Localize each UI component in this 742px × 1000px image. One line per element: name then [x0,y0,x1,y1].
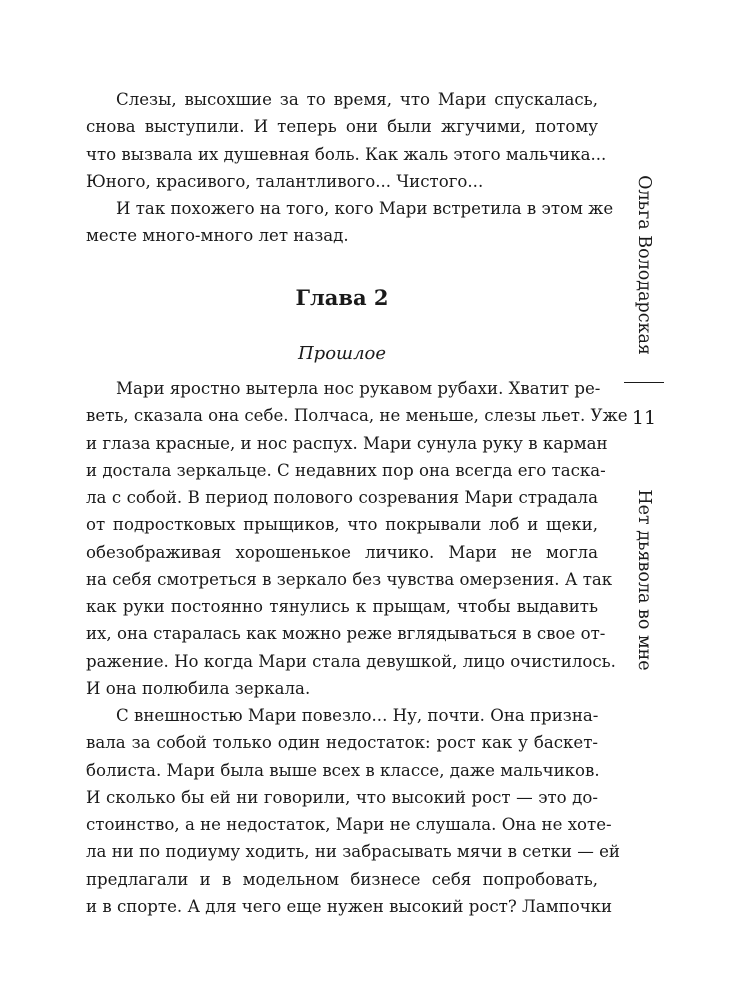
text-line: Мари яростно вытерла нос рукавом рубахи. Хватит ре- [116,379,601,398]
running-header-title-box [614,470,674,690]
text-line: снова выступили. И теперь они были жгучими, потому [86,117,598,137]
text-line: месте много-много лет назад. [86,226,349,246]
text-line: и в спорте. А для чего еще нужен высокий рост? Лампочки [86,896,613,916]
text-line: их, она старалась как можно реже вглядываться в свое от- [86,624,606,644]
text-line: что вызвала их душевная боль. Как жаль этого мальчика... [86,144,607,164]
text-line: стоинство, а не недостаток, Мари не слушала. Она не хоте- [86,815,612,834]
text-line: вала за собой только один недостаток: рост как у баскет- [86,733,598,753]
text-line: С внешностью Мари повезло... Ну, почти. Она призна- [116,706,599,725]
text-line: болиста. Мари была выше всех в классе, даже мальчиков. [86,760,600,780]
text-line: Слезы, высохшие за то время, что Мари спускалась, [116,90,598,109]
chapter-body [86,375,628,920]
chapter-title: Глава 2 [295,285,389,310]
text-line: веть, сказала она себе. Полчаса, не меньше, слезы льет. Уже [86,406,628,426]
running-header-author: Ольга Володарская [634,175,654,355]
text-line: ла ни по подиуму ходить, ни забрасывать мячи в сетки — ей [86,842,620,862]
running-header-book-title: Нет дьявола во мне [634,489,654,671]
running-header-author-box [614,150,674,380]
chapter-subtitle: Прошлое [297,343,387,364]
text-line: И сколько бы ей ни говорили, что высокий рост — это до- [86,787,598,807]
text-line: от подростковых прыщиков, что покрывали лоб и щеки, [86,515,598,535]
text-line: ражение. Но когда Мари стала девушкой, лицо очистилось. [86,651,616,671]
text-line: И так похожего на того, кого Мари встретила в этом же [116,199,614,218]
running-header [614,150,674,710]
text-line: как руки постоянно тянулись к прыщам, чтобы выдавить [86,597,598,616]
text-line: предлагали и в модельном бизнесе себя попробовать, [86,869,598,889]
text-line: ла с собой. В период полового созревания Мари страдала [86,488,598,507]
text-line: и достала зеркальце. С недавних пор она всегда его таска- [86,460,606,480]
page-number: 11 [631,407,657,429]
running-header-divider [624,382,664,383]
top-text-block [86,86,614,250]
text-line: на себя смотреться в зеркало без чувства омерзения. А так [86,569,613,589]
text-line: обезображивая хорошенькое личико. Мари не могла [86,542,598,562]
text-line: и глаза красные, и нос распух. Мари сунула руку в карман [86,433,608,453]
text-line: И она полюбила зеркала. [86,678,311,698]
text-line: Юного, красивого, талантливого... Чистого... [86,171,484,191]
